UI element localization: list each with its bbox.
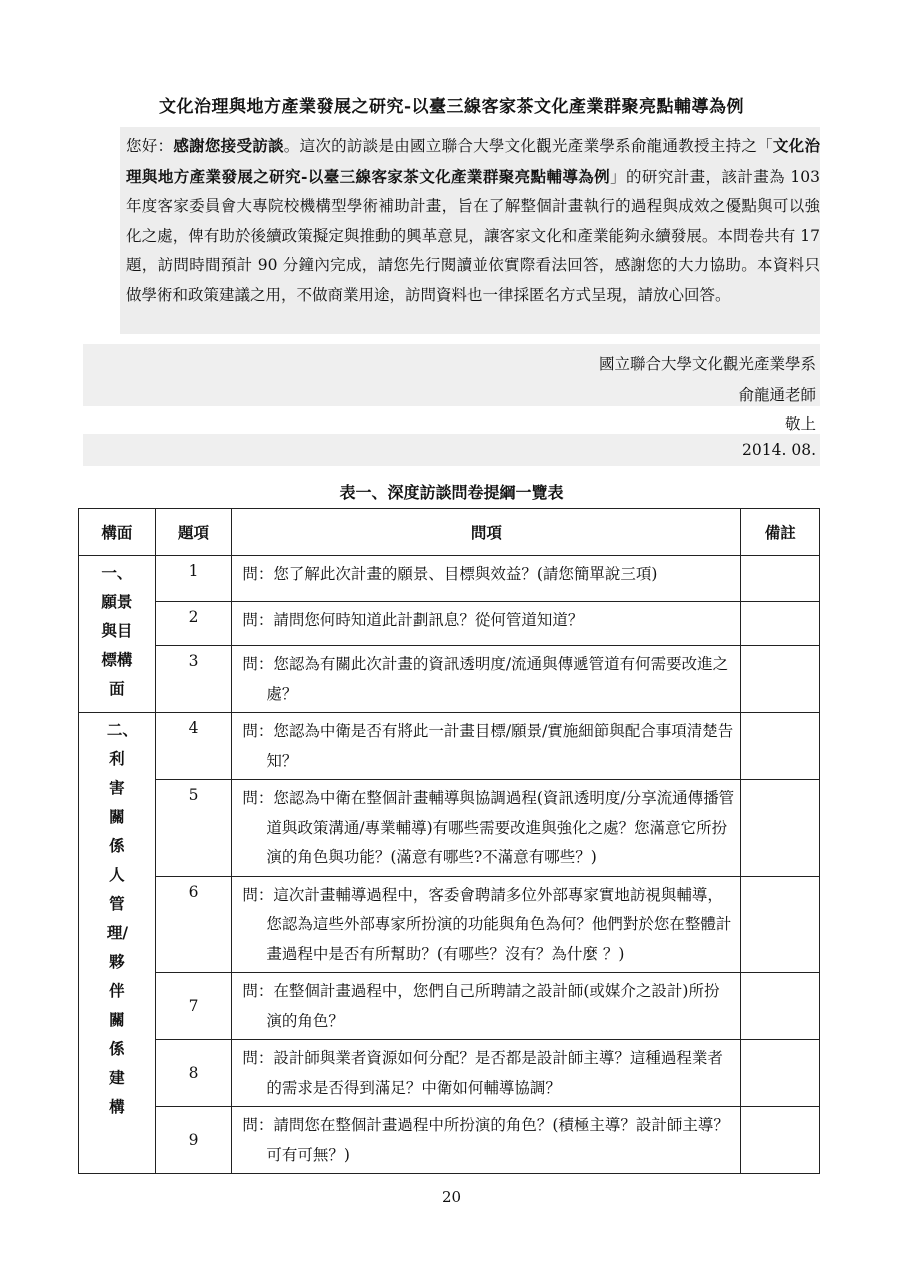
table-row (79, 973, 820, 1040)
dimension-label-1: 一、願景與目標構面 (101, 563, 133, 698)
item-no: 3 (155, 646, 232, 713)
table-row (79, 1040, 820, 1107)
item-no: 8 (155, 1040, 232, 1107)
intro-part1: 。這次的訪談是由國立聯合大學文化觀光產業學系俞龍通教授主持之「 (283, 137, 773, 155)
note-cell (741, 556, 820, 602)
note-cell (741, 602, 820, 646)
intro-thanks: 感謝您接受訪談 (173, 136, 284, 155)
signature-dept: 國立聯合大學文化觀光產業學系 (598, 355, 816, 373)
intro-paragraph (120, 127, 820, 334)
item-no: 4 (155, 713, 232, 780)
table-row (79, 780, 820, 877)
signature-date: 2014. 08. (742, 441, 816, 459)
item-no: 5 (155, 780, 232, 877)
question-cell (232, 780, 741, 877)
intro-greeting: 您好： (126, 137, 174, 155)
table-row (79, 713, 820, 780)
question-text: 問：您認為中衛是否有將此一計畫目標/願景/實施細節與配合事項清楚告知？ (242, 722, 734, 770)
header-note: 備註 (741, 509, 820, 556)
table-caption: 表一、深度訪談問卷提綱一覽表 (339, 483, 564, 502)
interview-table (78, 508, 820, 1174)
item-no: 9 (155, 1107, 232, 1174)
table-row (79, 602, 820, 646)
question-text: 問：您認為有關此次計畫的資訊透明度/流通與傳遞管道有何需要改進之處？ (242, 655, 729, 703)
item-no: 1 (155, 556, 232, 602)
question-text: 問：請問您在整個計畫過程中所扮演的角色？(積極主導？設計師主導？可有可無？) (242, 1116, 729, 1164)
question-cell (232, 1107, 741, 1174)
question-text: 問：您認為中衛在整個計畫輔導與協調過程(資訊透明度/分享流通傳播管道與政策溝通/專業輔導)有哪些需要改進與強化之處？您滿意它所扮演的角色與功能？(滿意有哪些?不滿意有哪些？) (242, 789, 735, 866)
question-text: 問：在整個計畫過程中，您們自己所聘請之設計師(或媒介之設計)所扮演的角色？ (242, 982, 720, 1030)
intro-part2: 」的研究計畫，該計畫為 103 年度客家委員會大專院校機構型學術補助計畫，旨在了解整個計畫執行的過程與成效之優點與可以強化之處，俾有助於後續政策擬定與推動的興革意見，讓客家文化和產業能夠永續發展。本問卷共有 17 題，訪問時間預計 90 分鐘內完成，請您先行閱讀並依實際看法回答，感謝您的大力協助。本資料只做學術和政策建議之用，不做商業用途，訪問資料也一律採匿名方式呈現，請放心回答。 (126, 167, 821, 304)
page-number: 20 (441, 1188, 462, 1206)
signature-closing: 敬上 (784, 415, 816, 433)
question-cell (232, 602, 741, 646)
question-text: 問：請問您何時知道此計劃訊息？從何管道知道？ (242, 611, 584, 629)
table-row (79, 646, 820, 713)
document-title: 文化治理與地方產業發展之研究-以臺三線客家茶文化產業群聚亮點輔導為例 (158, 97, 745, 117)
note-cell (741, 1040, 820, 1107)
question-cell (232, 1040, 741, 1107)
table-header-row (79, 509, 820, 556)
item-no: 6 (155, 876, 232, 973)
question-text: 問：您了解此次計畫的願景、目標與效益？(請您簡單說三項) (242, 565, 658, 583)
header-dimension: 構面 (79, 509, 156, 556)
note-cell (741, 713, 820, 780)
dimension-label-2: 二、利害關係人管理/夥伴關係建構 (106, 720, 138, 1116)
signature-shade-bottom (83, 434, 820, 466)
question-text: 問：這次計畫輔導過程中，客委會聘請多位外部專家實地訪視與輔導，您認為這些外部專家所扮演的功能與角色為何？他們對於您在整體計畫過程中是否有所幫助？(有哪些？沒有？為什麼 ？) (242, 885, 732, 963)
table-row (79, 556, 820, 602)
question-text: 問：設計師與業者資源如何分配？是否都是設計師主導？這種過程業者的需求是否得到滿足？中衛如何輔導協調？ (242, 1049, 723, 1097)
signature-teacher: 俞龍通老師 (738, 386, 816, 404)
question-cell (232, 556, 741, 602)
question-cell (232, 876, 741, 973)
intro-project-name: 文化治理與地方產業發展之研究-以臺三線客家茶文化產業群聚亮點輔導為例 (126, 136, 820, 186)
note-cell (741, 646, 820, 713)
question-cell (232, 973, 741, 1040)
dimension-cell-2 (79, 713, 156, 1174)
question-cell (232, 646, 741, 713)
signature-shade-gap (83, 406, 411, 434)
question-cell (232, 713, 741, 780)
item-no: 2 (155, 602, 232, 646)
note-cell (741, 1107, 820, 1174)
table-row (79, 1107, 820, 1174)
header-item-no: 題項 (155, 509, 232, 556)
note-cell (741, 973, 820, 1040)
header-question: 問項 (232, 509, 741, 556)
dimension-cell-1 (79, 556, 156, 713)
note-cell (741, 876, 820, 973)
table-row (79, 876, 820, 973)
item-no: 7 (155, 973, 232, 1040)
note-cell (741, 780, 820, 877)
